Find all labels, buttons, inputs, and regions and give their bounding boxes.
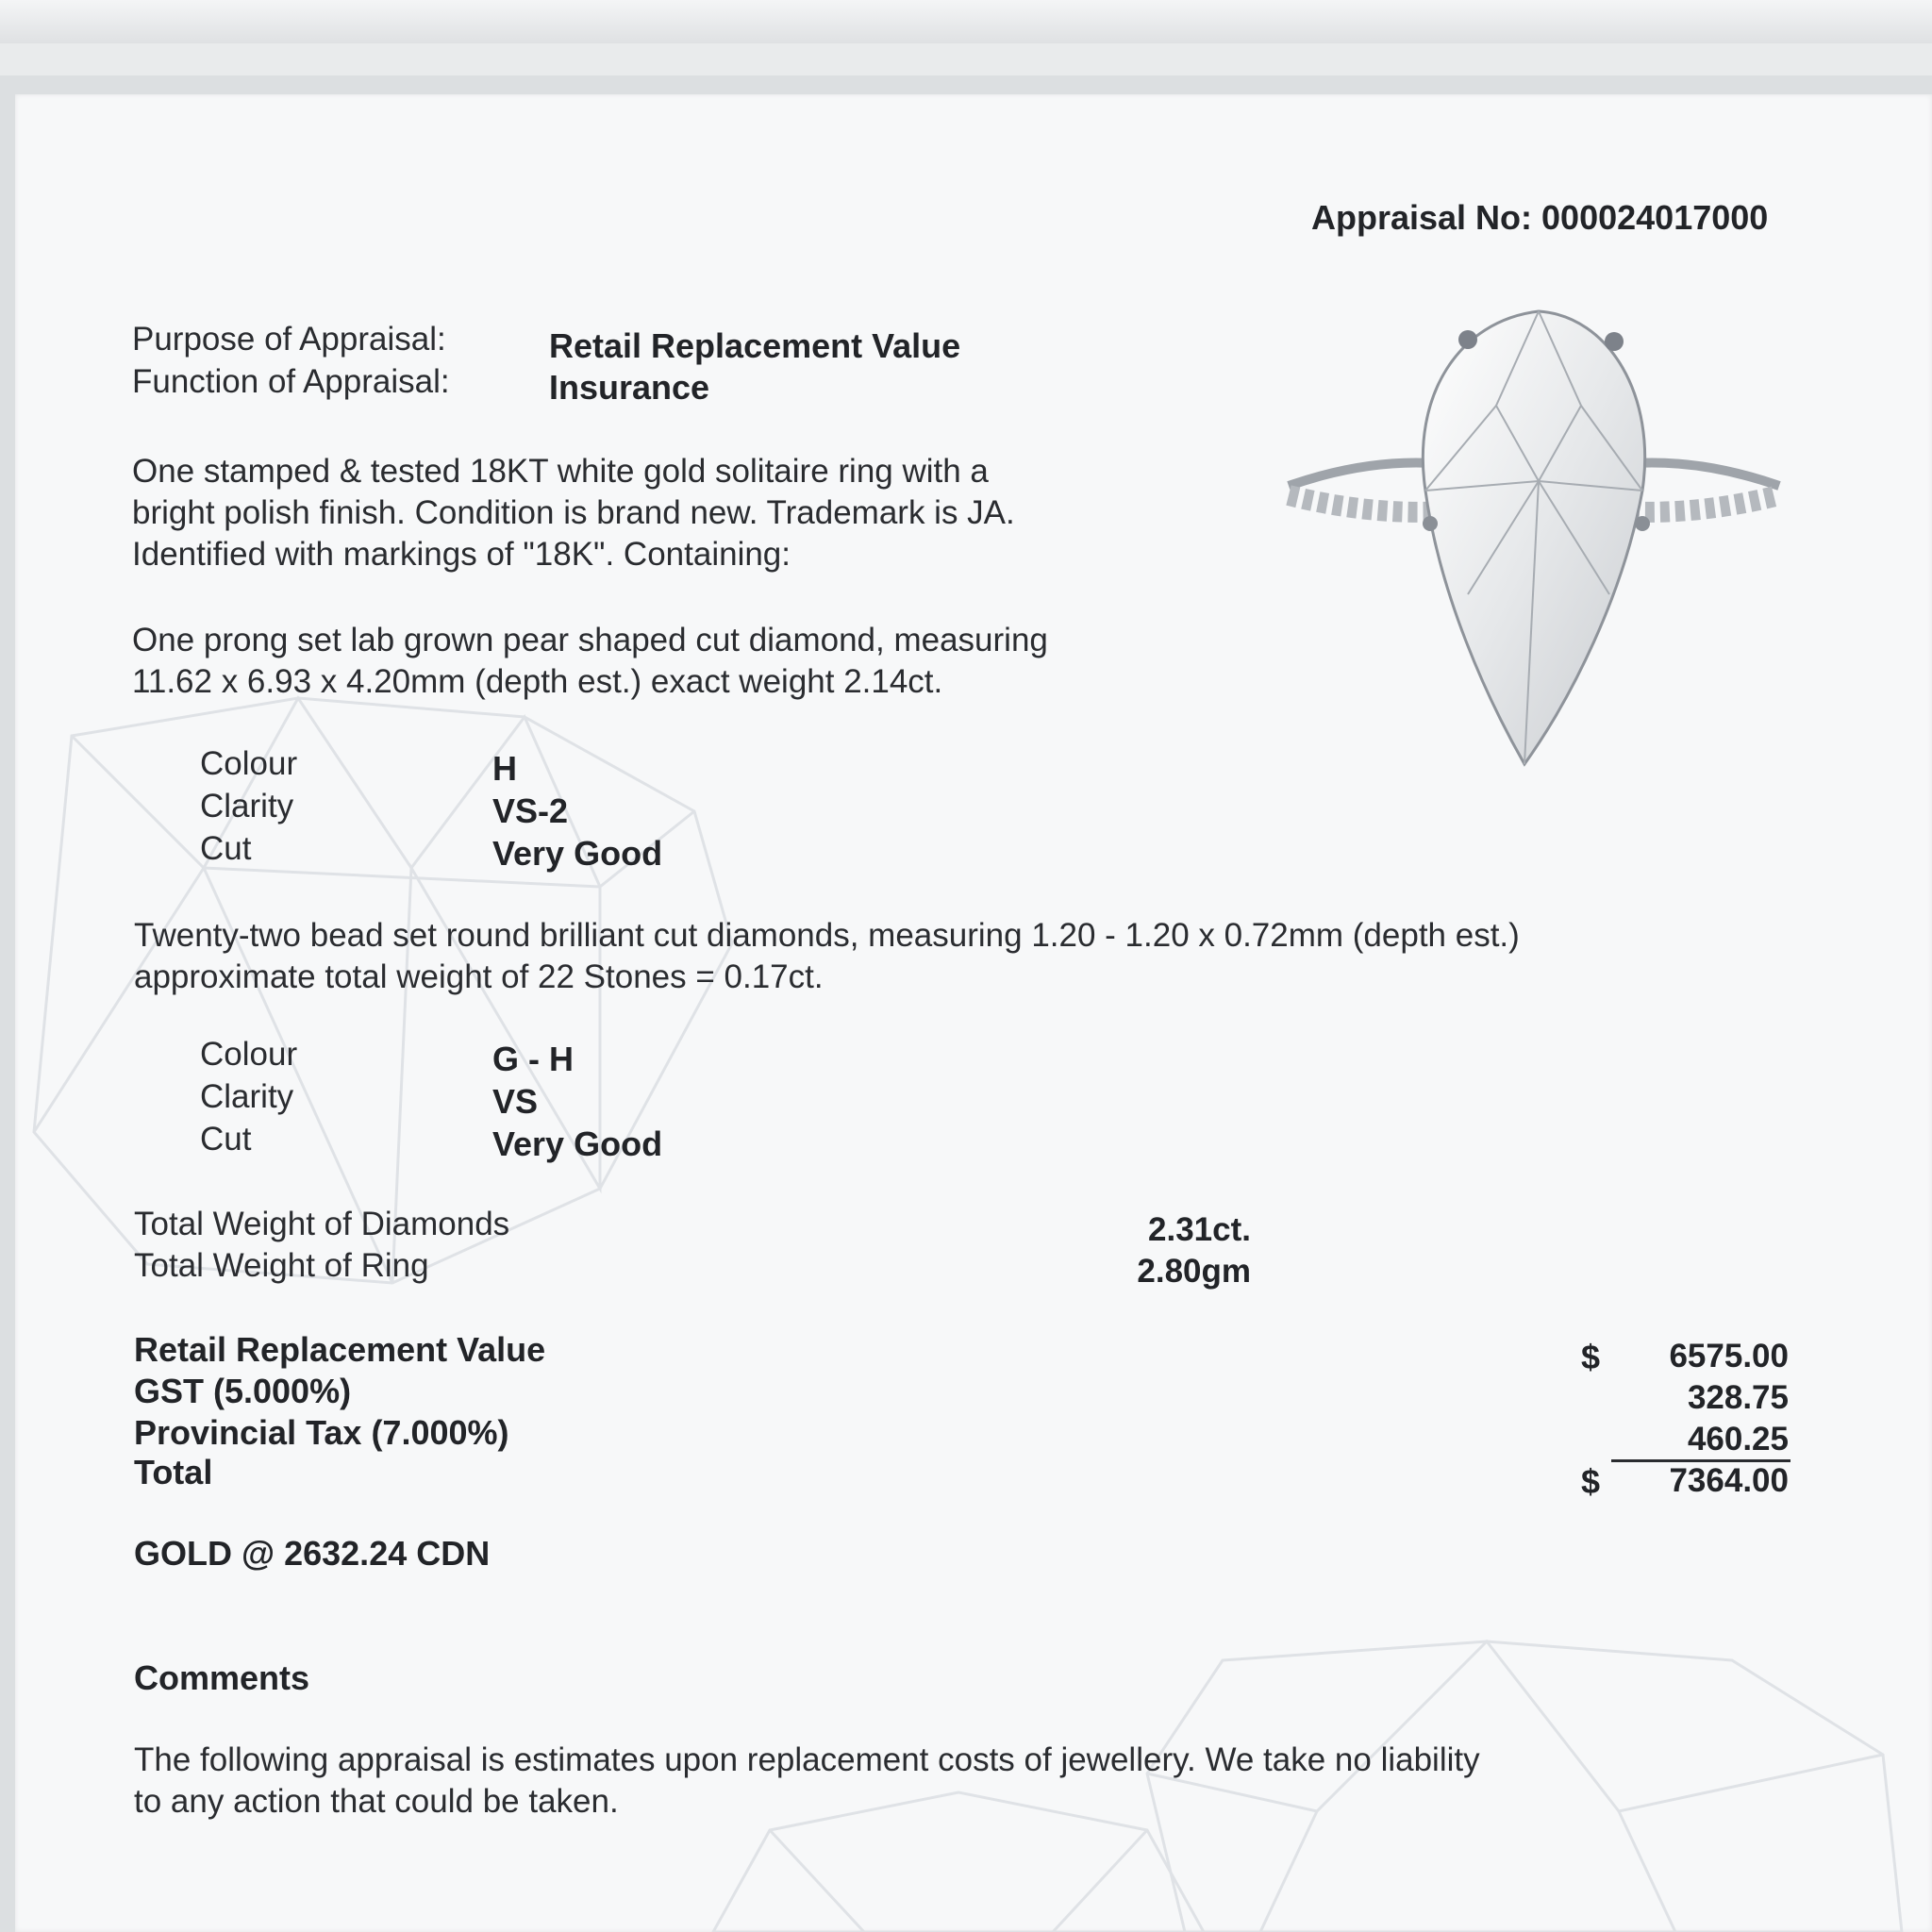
function-label: Function of Appraisal: <box>132 363 450 400</box>
provincial-tax-label: Provincial Tax (7.000%) <box>134 1413 509 1452</box>
currency-symbol: $ <box>1581 1338 1601 1376</box>
ring-description: One stamped & tested 18KT white gold solitaire ring with a bright polish finish. Condition is brand new. Trademark is JA. Identified with markings of "18K". Containing: <box>132 453 1015 573</box>
center-stone-description: One prong set lab grown pear shaped cut diamond, measuring 11.62 x 6.93 x 4.20mm (depth est.) exact weight 2.14ct. <box>132 622 1048 700</box>
gold-rate: GOLD @ 2632.24 CDN <box>134 1534 491 1573</box>
provincial-tax-amount: 460.25 <box>1687 1421 1789 1457</box>
total-ring-weight-value: 2.80gm <box>1137 1253 1251 1290</box>
center-colour-value: H <box>492 749 517 788</box>
center-clarity-label: Clarity <box>200 788 294 824</box>
purpose-label: Purpose of Appraisal: <box>132 321 446 358</box>
center-cut-value: Very Good <box>492 834 663 873</box>
center-clarity-value: VS-2 <box>492 791 569 830</box>
side-colour-label: Colour <box>200 1036 298 1073</box>
comments-text: The following appraisal is estimates upon replacement costs of jewellery. We take no liability to any action that could be taken. <box>134 1741 1480 1820</box>
side-cut-value: Very Good <box>492 1124 663 1163</box>
total-diamond-weight-label: Total Weight of Diamonds <box>134 1206 510 1242</box>
side-clarity-value: VS <box>492 1082 539 1121</box>
gst-amount: 328.75 <box>1687 1379 1789 1416</box>
ring-photo-icon <box>1270 292 1798 783</box>
background-strip <box>0 0 1932 43</box>
side-cut-label: Cut <box>200 1121 252 1158</box>
purpose-value: Retail Replacement Value <box>549 326 961 365</box>
total-label: Total <box>134 1453 213 1491</box>
gst-label: GST (5.000%) <box>134 1372 352 1410</box>
appraisal-certificate <box>15 94 1932 1932</box>
side-clarity-label: Clarity <box>200 1078 294 1115</box>
function-value: Insurance <box>549 368 710 407</box>
total-amount: 7364.00 <box>1669 1462 1789 1499</box>
comments-heading: Comments <box>134 1658 310 1697</box>
side-stones-description: Twenty-two bead set round brilliant cut diamonds, measuring 1.20 - 1.20 x 0.72mm (depth est.) approximate total weight of 22 Stones = 0.17ct. <box>134 917 1520 995</box>
retail-value-amount: 6575.00 <box>1669 1338 1789 1374</box>
total-ring-weight-label: Total Weight of Ring <box>134 1247 429 1284</box>
appraisal-number: Appraisal No: 000024017000 <box>1311 198 1769 237</box>
center-colour-label: Colour <box>200 745 298 782</box>
total-diamond-weight-value: 2.31ct. <box>1148 1211 1251 1248</box>
total-currency-symbol: $ <box>1581 1462 1601 1501</box>
retail-value-label: Retail Replacement Value <box>134 1330 546 1369</box>
side-colour-value: G - H <box>492 1040 574 1078</box>
center-cut-label: Cut <box>200 830 252 867</box>
